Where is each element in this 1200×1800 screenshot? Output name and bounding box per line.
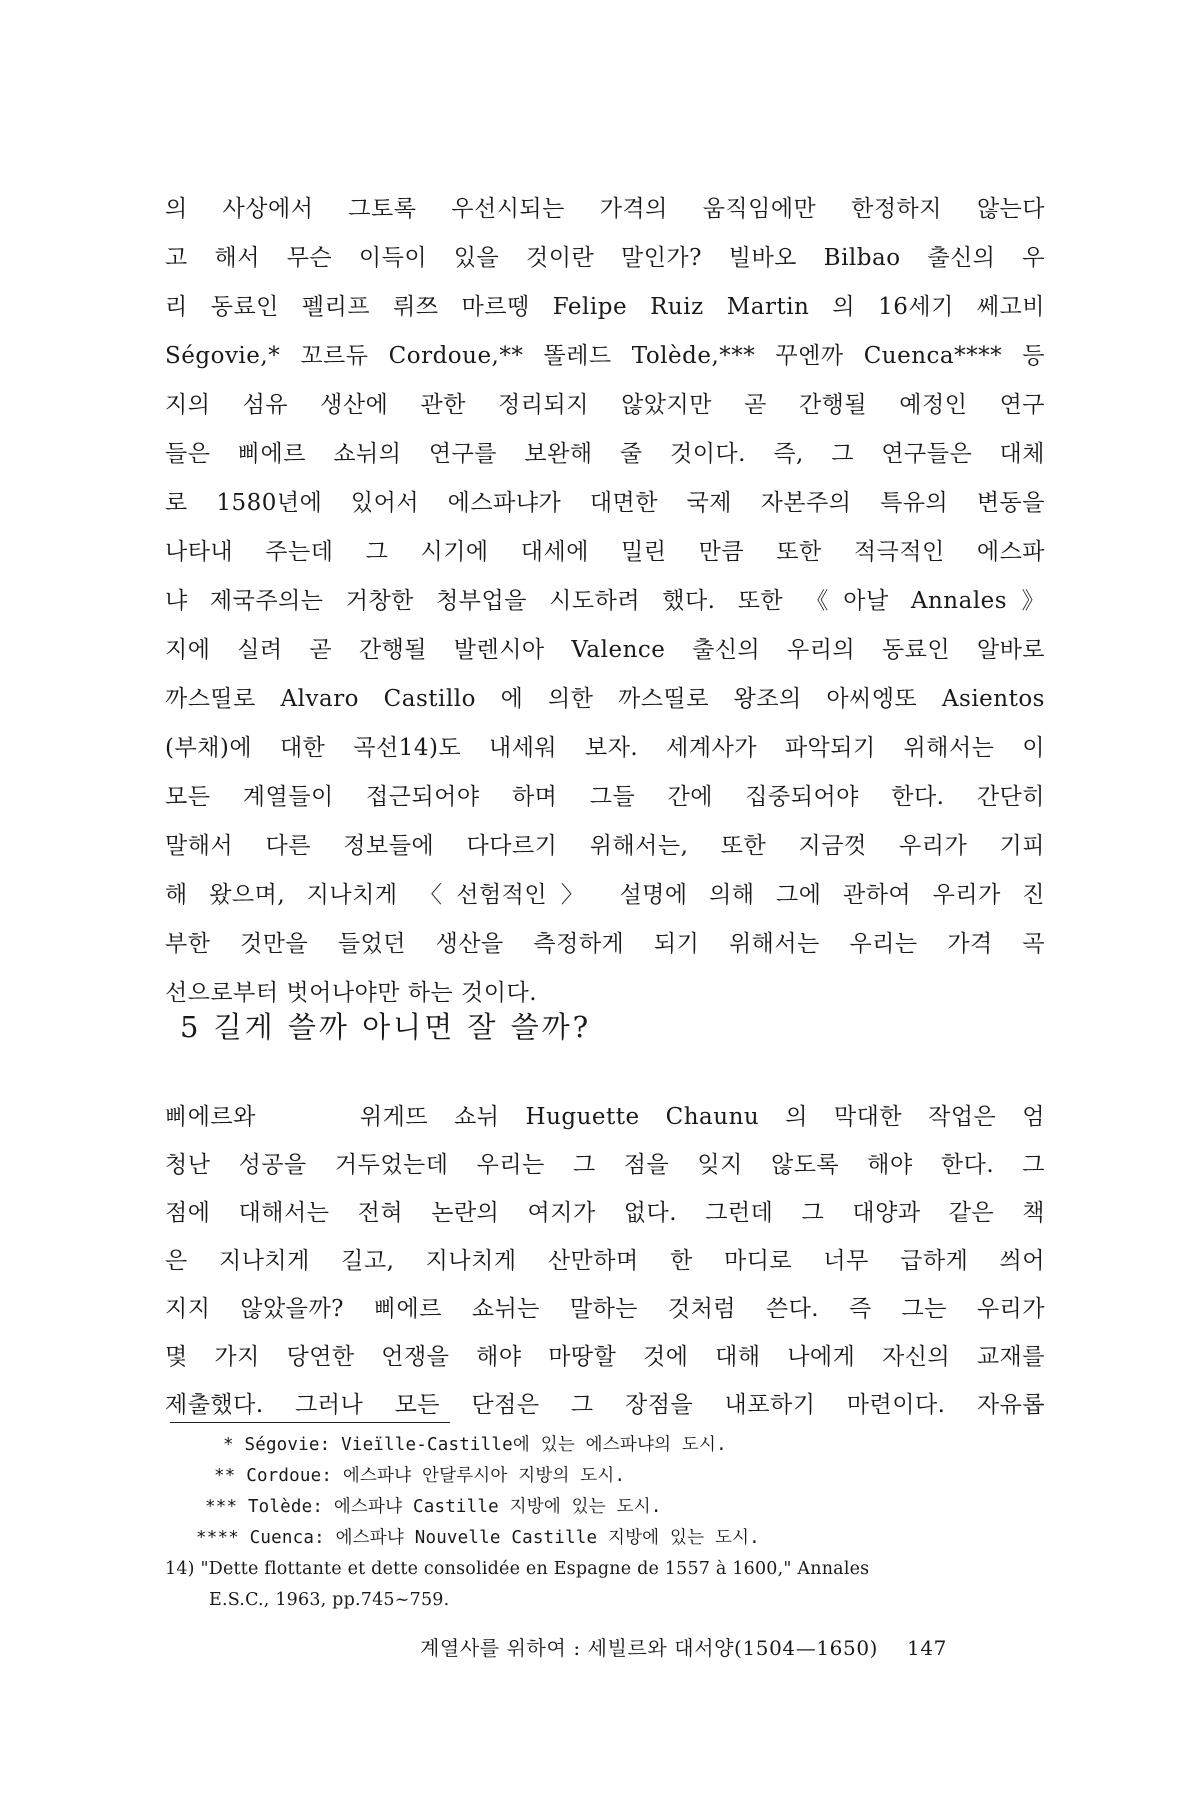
text-line: 제출했다. 그러나 모든 단점은 그 장점을 내포하기 마련이다. 자유롭: [165, 1392, 1045, 1418]
footnote: * Ségovie: Vieïlle-Castille에 있는 에스파냐의 도시.: [223, 1435, 727, 1455]
text-line: 삐에르와 위게뜨 쇼뉘 Huguette Chaunu 의 막대한 작업은 엄: [165, 1104, 1045, 1130]
text-line: 리 동료인 펠리프 뤼쯔 마르뗑 Felipe Ruiz Martin 의 16세기 쎄고비: [165, 294, 1045, 320]
footnote-divider: [170, 1422, 450, 1423]
text-line: 말해서 다른 정보들에 다다르기 위해서는, 또한 지금껏 우리가 기피: [165, 833, 1045, 859]
text-line: 지지 않았을까? 삐에르 쇼뉘는 말하는 것처럼 쓴다. 즉 그는 우리가: [165, 1296, 1045, 1322]
text-line: 청난 성공을 거두었는데 우리는 그 점을 잊지 않도록 해야 한다. 그: [165, 1152, 1045, 1178]
footnote: *** Tolède: 에스파냐 Castille 지방에 있는 도시.: [205, 1497, 662, 1517]
text-line: 해 왔으며, 지나치게 〈선험적인〉 설명에 의해 그에 관하여 우리가 진: [165, 882, 1045, 908]
footnotes: [165, 1430, 1045, 1616]
text-line: 지에 실려 곧 간행될 발렌시아 Valence 출신의 우리의 동료인 알바로: [165, 637, 1045, 663]
text-line: 들은 삐에르 쇼뉘의 연구를 보완해 줄 것이다. 즉, 그 연구들은 대체: [165, 441, 1045, 467]
text-line: (부채)에 대한 곡선14)도 내세워 보자. 세계사가 파악되기 위해서는 이: [165, 735, 1045, 761]
text-line: 까스띨로 Alvaro Castillo 에 의한 까스띨로 왕조의 아씨엥또 Asientos: [165, 686, 1045, 712]
page-footer: [420, 1632, 947, 1661]
footnote: **** Cuenca: 에스파냐 Nouvelle Castille 지방에 있는 도시.: [196, 1528, 760, 1548]
running-title: 계열사를 위하여 : 세빌르와 대서양(1504—1650): [420, 1636, 879, 1660]
text-line: 냐 제국주의는 거창한 청부업을 시도하려 했다. 또한 《아날 Annales》: [165, 588, 1045, 614]
paragraph-1: [165, 185, 1045, 1018]
text-line: 의 사상에서 그토록 우선시되는 가격의 움직임에만 한정하지 않는다: [165, 196, 1045, 222]
text-line: 부한 것만을 들었던 생산을 측정하게 되기 위해서는 우리는 가격 곡: [165, 931, 1045, 957]
text-line: Ségovie,* 꼬르듀 Cordoue,** 똘레드 Tolède,*** 꾸엔까 Cuenca**** 등: [165, 343, 1045, 369]
footnote: ** Cordoue: 에스파냐 안달루시아 지방의 도시.: [214, 1466, 626, 1486]
footnote-14-continued: E.S.C., 1963, pp.745~759.: [209, 1590, 450, 1610]
paragraph-2: [165, 1093, 1045, 1429]
text-line: 고 해서 무슨 이득이 있을 것이란 말인가? 빌바오 Bilbao 출신의 우: [165, 245, 1045, 271]
text-line: 로 1580년에 있어서 에스파냐가 대면한 국제 자본주의 특유의 변동을: [165, 490, 1045, 516]
text-line: 모든 계열들이 접근되어야 하며 그들 간에 집중되어야 한다. 간단히: [165, 784, 1045, 810]
section-heading: 5 길게 쓸까 아니면 잘 쓸까?: [180, 1010, 592, 1044]
text-line: 지의 섬유 생산에 관한 정리되지 않았지만 곧 간행될 예정인 연구: [165, 392, 1045, 418]
text-line: 나타내 주는데 그 시기에 대세에 밀린 만큼 또한 적극적인 에스파: [165, 539, 1045, 565]
text-line: 점에 대해서는 전혀 논란의 여지가 없다. 그런데 그 대양과 같은 책: [165, 1200, 1045, 1226]
text-line: 은 지나치게 길고, 지나치게 산만하며 한 마디로 너무 급하게 씌어: [165, 1248, 1045, 1274]
text-line: 선으로부터 벗어나야만 하는 것이다.: [165, 980, 538, 1006]
footnote-14: 14) "Dette flottante et dette consolidée en Espagne de 1557 à 1600," Annales: [165, 1559, 870, 1579]
text-line: 몇 가지 당연한 언쟁을 해야 마땅할 것에 대해 나에게 자신의 교재를: [165, 1344, 1045, 1370]
page-number: 147: [907, 1636, 948, 1660]
